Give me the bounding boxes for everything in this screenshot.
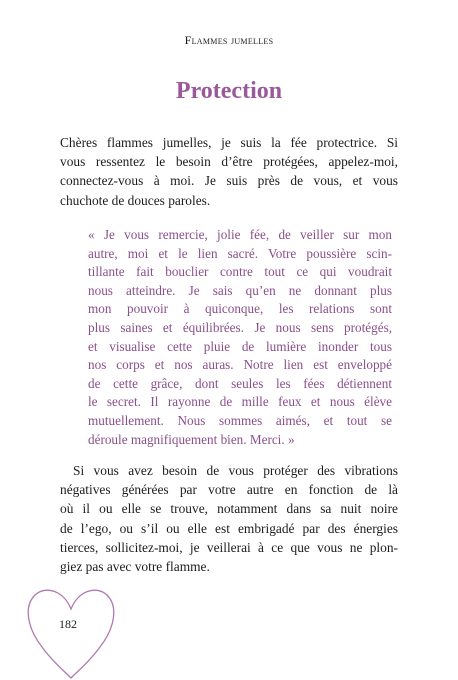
- prayer-line: tillante fait bouclier contre tout ce qui voudrait: [88, 264, 392, 280]
- prayer-quote: [88, 226, 392, 449]
- running-head: Flammes jumelles: [184, 33, 274, 47]
- prayer-line: mutuellement. Nous sommes aimés, et tout se: [88, 412, 392, 428]
- prayer-line: autre, moi et le lien sacré. Votre poussière scin-: [88, 245, 392, 261]
- closing-line: tierces, sollicitez-moi, je veillerai à ce que vous ne plon-: [60, 539, 398, 555]
- intro-line: connectez-vous à moi. Je suis près de vous, et vous: [60, 173, 398, 189]
- closing-line: giez pas avec votre flamme.: [60, 559, 210, 575]
- prayer-line: de cette grâce, dont seules les fées détiennent: [88, 375, 392, 391]
- page-number: 182: [59, 617, 77, 631]
- prayer-line: le secret. Il rayonne de mille feux et nous élève: [88, 394, 392, 410]
- prayer-line: déroule magnifiquement bien. Merci. »: [88, 431, 295, 447]
- prayer-line: « Je vous remercie, jolie fée, de veiller sur mon: [88, 227, 392, 242]
- intro-line: chuchote de douces paroles.: [60, 192, 211, 208]
- prayer-line: plus saines et équilibrées. Je nous sens protégés,: [88, 319, 392, 335]
- prayer-line: et visualise cette pluie de lumière inonder tous: [88, 338, 392, 354]
- closing-line: où il ou elle se trouve, notamment dans sa nuit noire: [60, 501, 398, 517]
- intro-paragraph: [60, 133, 398, 210]
- closing-line: négatives générées par votre autre en fonction de là: [60, 482, 398, 498]
- closing-line: Si vous avez besoin de vous protéger des vibrations: [73, 463, 398, 478]
- prayer-line: mon pouvoir à quiconque, les relations sont: [88, 301, 392, 317]
- prayer-line: nous atteindre. Je sais qu’en ne donnant plus: [88, 282, 392, 298]
- closing-paragraph: [60, 461, 398, 576]
- prayer-line: nos corps et nos auras. Notre lien est enveloppé: [88, 357, 392, 373]
- chapter-title: Protection: [175, 78, 283, 104]
- intro-line: Chères flammes jumelles, je suis la fée protectrice. Si: [60, 135, 398, 150]
- intro-line: vous ressentez le besoin d’être protégées, appelez-moi,: [60, 154, 398, 170]
- closing-line: de l’ego, ou s’il ou elle est embrigadé par des énergies: [60, 520, 398, 536]
